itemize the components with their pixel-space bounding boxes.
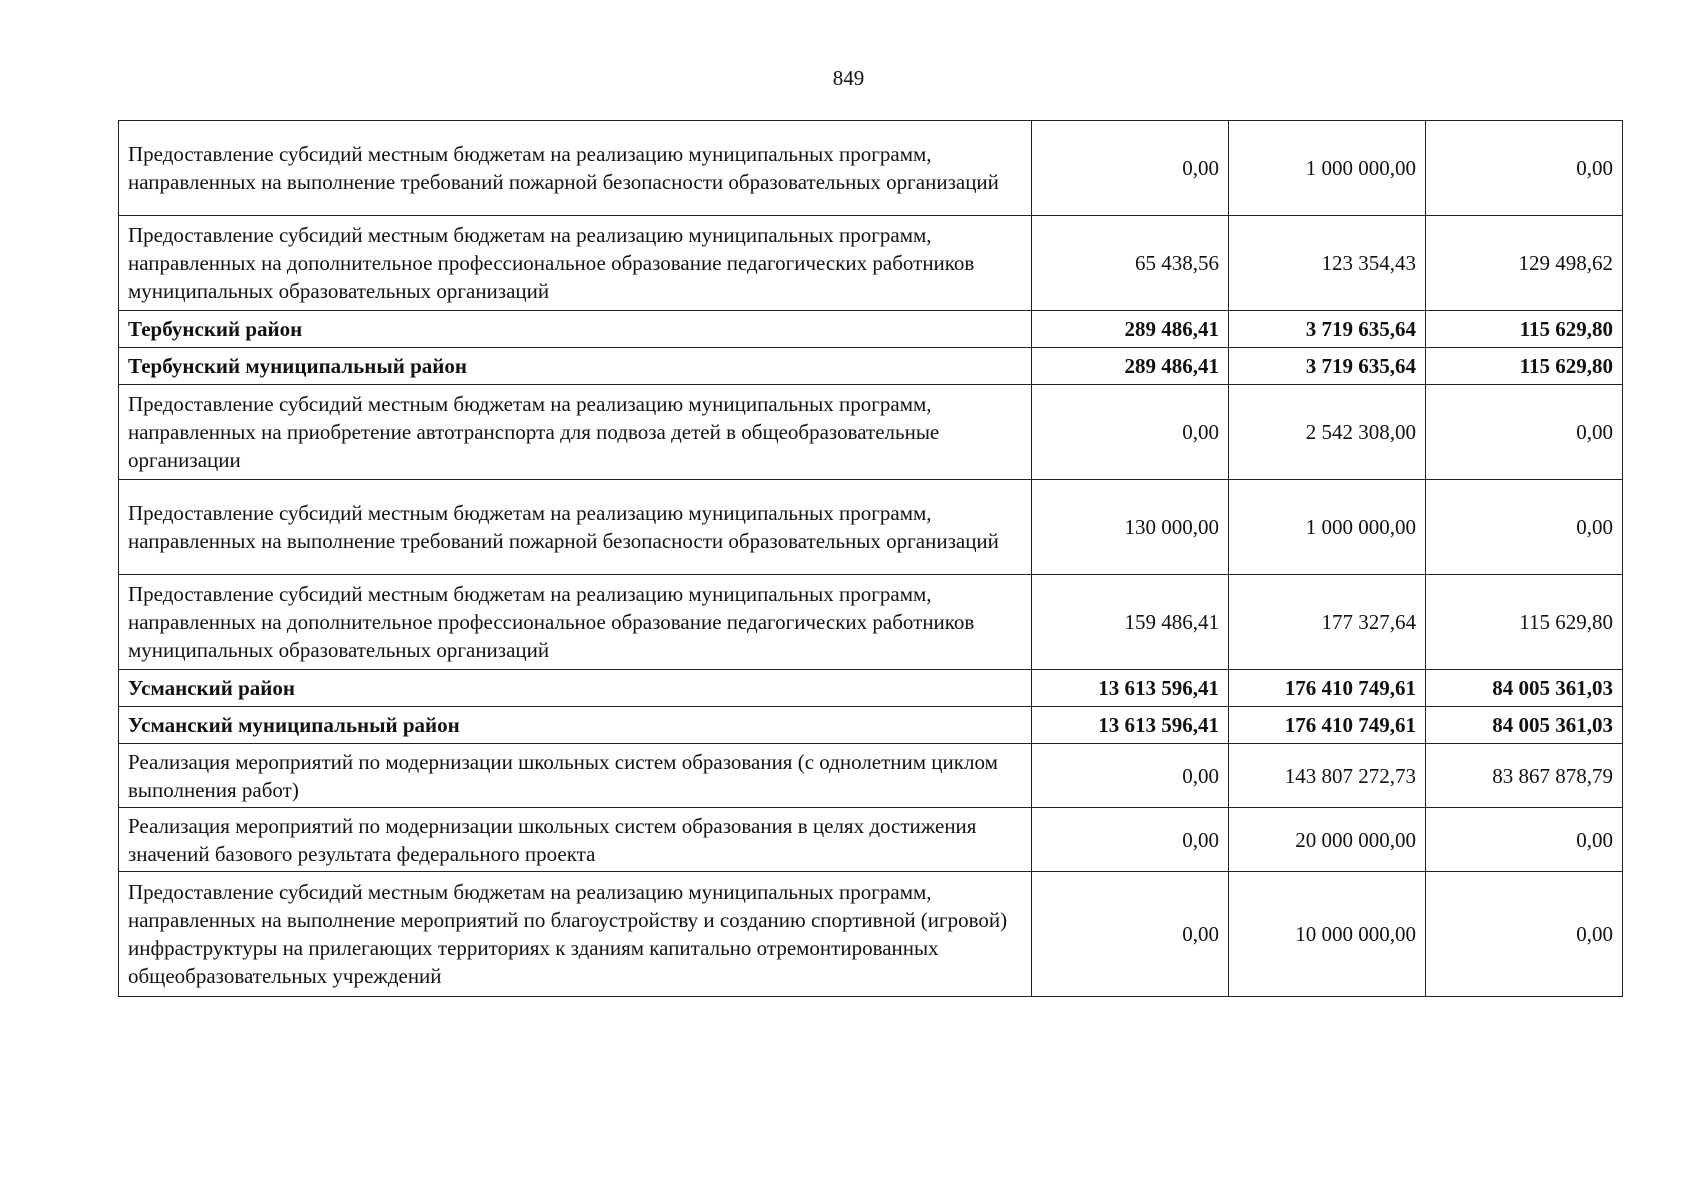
row-value-col2: 123 354,43 [1229, 216, 1426, 311]
row-value-col2: 2 542 308,00 [1229, 385, 1426, 480]
row-value-col1: 0,00 [1032, 808, 1229, 872]
table-row [119, 808, 1623, 872]
row-value-col3: 0,00 [1426, 872, 1623, 997]
row-value-col1: 130 000,00 [1032, 480, 1229, 575]
row-description: Тербунский муниципальный район [119, 348, 1032, 385]
table-row [119, 121, 1623, 216]
row-value-col3: 115 629,80 [1426, 575, 1623, 670]
row-description: Усманский муниципальный район [119, 707, 1032, 744]
row-value-col3: 0,00 [1426, 121, 1623, 216]
row-value-col3: 0,00 [1426, 385, 1623, 480]
row-value-col1: 0,00 [1032, 872, 1229, 997]
row-description: Предоставление субсидий местным бюджетам на реализацию муниципальных программ, направленных на выполнение требований пожарной безопасности образовательных организаций [119, 480, 1032, 575]
row-value-col1: 0,00 [1032, 121, 1229, 216]
budget-table [118, 120, 1623, 997]
row-value-col3: 84 005 361,03 [1426, 670, 1623, 707]
table-row [119, 385, 1623, 480]
row-value-col3: 83 867 878,79 [1426, 744, 1623, 808]
row-value-col3: 0,00 [1426, 480, 1623, 575]
row-value-col2: 3 719 635,64 [1229, 348, 1426, 385]
row-value-col3: 0,00 [1426, 808, 1623, 872]
row-description: Усманский район [119, 670, 1032, 707]
row-value-col1: 13 613 596,41 [1032, 670, 1229, 707]
row-value-col3: 129 498,62 [1426, 216, 1623, 311]
row-value-col2: 20 000 000,00 [1229, 808, 1426, 872]
row-value-col3: 84 005 361,03 [1426, 707, 1623, 744]
table-row [119, 744, 1623, 808]
row-value-col3: 115 629,80 [1426, 348, 1623, 385]
row-description: Предоставление субсидий местным бюджетам на реализацию муниципальных программ, направленных на приобретение автотранспорта для подвоза детей в общеобразовательные организации [119, 385, 1032, 480]
row-value-col1: 65 438,56 [1032, 216, 1229, 311]
table-row [119, 575, 1623, 670]
row-value-col2: 176 410 749,61 [1229, 707, 1426, 744]
row-value-col2: 1 000 000,00 [1229, 121, 1426, 216]
row-value-col2: 176 410 749,61 [1229, 670, 1426, 707]
page-number: 849 [832, 66, 865, 90]
row-description: Предоставление субсидий местным бюджетам на реализацию муниципальных программ, направленных на дополнительное профессиональное образование педагогических работников муниципальных образовательных организаций [119, 216, 1032, 311]
municipal-total-row [119, 348, 1623, 385]
row-value-col2: 10 000 000,00 [1229, 872, 1426, 997]
table-row [119, 480, 1623, 575]
row-description: Тербунский район [119, 311, 1032, 348]
row-value-col3: 115 629,80 [1426, 311, 1623, 348]
row-value-col1: 289 486,41 [1032, 348, 1229, 385]
table-row [119, 872, 1623, 997]
row-value-col1: 13 613 596,41 [1032, 707, 1229, 744]
district-total-row [119, 670, 1623, 707]
row-value-col1: 0,00 [1032, 744, 1229, 808]
table-row [119, 216, 1623, 311]
municipal-total-row [119, 707, 1623, 744]
row-value-col2: 1 000 000,00 [1229, 480, 1426, 575]
row-description: Реализация мероприятий по модернизации школьных систем образования в целях достижения значений базового результата федерального проекта [119, 808, 1032, 872]
row-description: Предоставление субсидий местным бюджетам на реализацию муниципальных программ, направленных на дополнительное профессиональное образование педагогических работников муниципальных образовательных организаций [119, 575, 1032, 670]
row-value-col1: 289 486,41 [1032, 311, 1229, 348]
row-value-col1: 159 486,41 [1032, 575, 1229, 670]
row-description: Реализация мероприятий по модернизации школьных систем образования (с однолетним циклом выполнения работ) [119, 744, 1032, 808]
row-value-col2: 143 807 272,73 [1229, 744, 1426, 808]
row-description: Предоставление субсидий местным бюджетам на реализацию муниципальных программ, направленных на выполнение мероприятий по благоустройству и созданию спортивной (игровой) инфраструктуры на прилегающих территориях к зданиям капитально отремонтированных общеобразовательных учреждений [119, 872, 1032, 997]
row-description: Предоставление субсидий местным бюджетам на реализацию муниципальных программ, направленных на выполнение требований пожарной безопасности образовательных организаций [119, 121, 1032, 216]
row-value-col1: 0,00 [1032, 385, 1229, 480]
row-value-col2: 3 719 635,64 [1229, 311, 1426, 348]
district-total-row [119, 311, 1623, 348]
row-value-col2: 177 327,64 [1229, 575, 1426, 670]
